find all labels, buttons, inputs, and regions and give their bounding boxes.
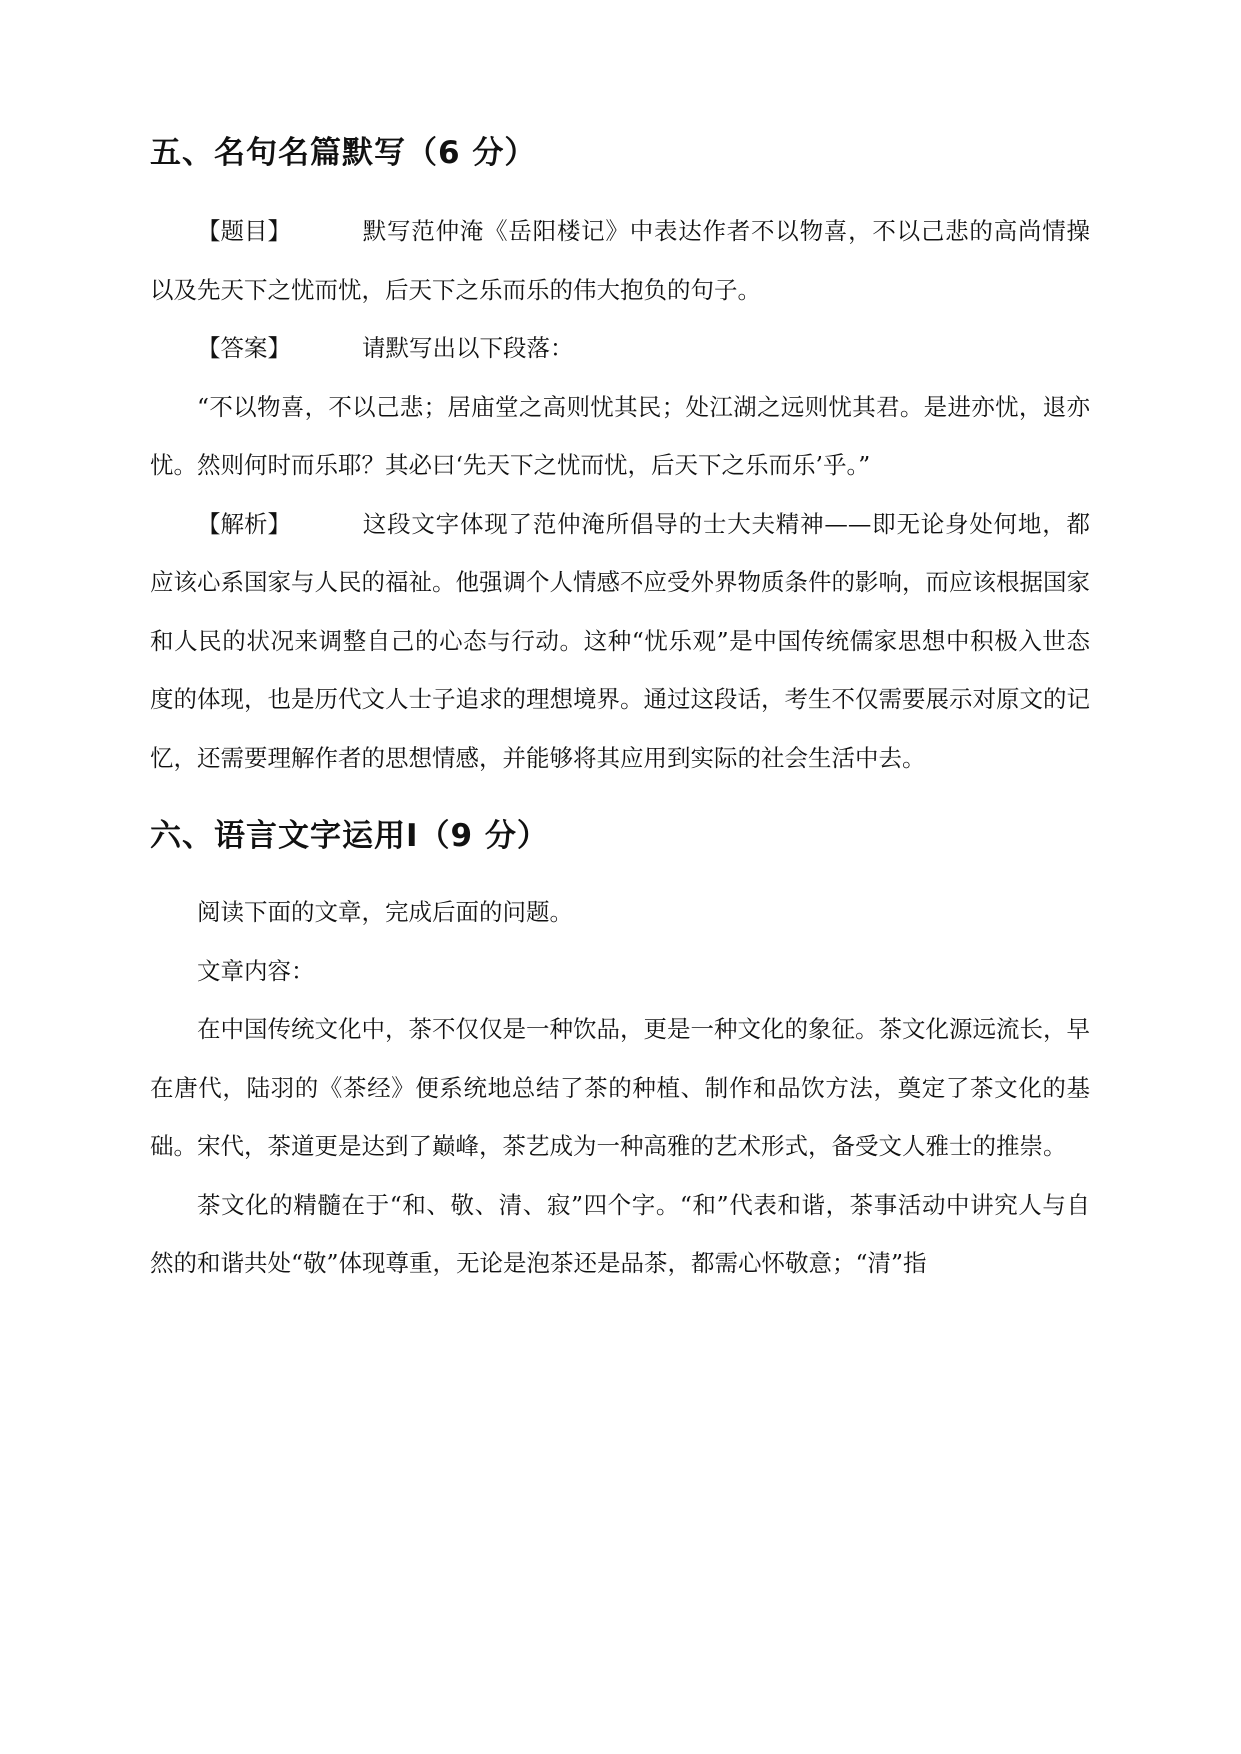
analysis-text: 这段文字体现了范仲淹所倡导的士大夫精神——即无论身处何地，都应该心系国家与人民的福祉。他强调个人情感不应受外界物质条件的影响，而应该根据国家和人民的状况来调整自己的心态与行动。这种“忧乐观”是中国传统儒家思想中积极入世态度的体现，也是历代文人士子追求的理想境界。通过这段话，考生不仅需要展示对原文的记忆，还需要理解作者的思想情感，并能够将其应用到实际的社会生活中去。 <box>150 509 1090 772</box>
question-text: 默写范仲淹《岳阳楼记》中表达作者不以物喜，不以己悲的高尚情操以及先天下之忧而忧，后天下之乐而乐的伟大抱负的句子。 <box>150 217 1090 304</box>
section-5-title: 五、名句名篇默写（6 分） <box>150 135 537 171</box>
document-page <box>150 130 1090 1293</box>
question-label: 【题目】 <box>197 217 291 245</box>
answer-quote: “不以物喜，不以己悲；居庙堂之高则忧其民；处江湖之远则忧其君。是进亦忧，退亦忧。然则何时而乐耶？其必曰‘先天下之忧而忧，后天下之乐而乐’乎。” <box>150 392 1090 479</box>
analysis-label: 【解析】 <box>197 509 291 538</box>
answer-label: 【答案】 <box>197 334 291 362</box>
analysis-paragraph <box>150 495 1090 788</box>
answer-text: 请默写出以下段落： <box>362 334 574 362</box>
article-paragraph-1: 在中国传统文化中，茶不仅仅是一种饮品，更是一种文化的象征。茶文化源远流长，早在唐代，陆羽的《茶经》便系统地总结了茶的种植、制作和品饮方法，奠定了茶文化的基础。宋代，茶道更是达到了巅峰，茶艺成为一种高雅的艺术形式，备受文人雅士的推崇。 <box>150 1015 1090 1160</box>
reading-instruction: 阅读下面的文章，完成后面的问题。 <box>197 898 573 926</box>
question-paragraph <box>150 202 1090 319</box>
article-paragraph-2: 茶文化的精髓在于“和、敬、清、寂”四个字。“和”代表和谐，茶事活动中讲究人与自然的和谐共处“敬”体现尊重，无论是泡茶还是品茶，都需心怀敬意；“清”指 <box>150 1190 1090 1277</box>
section-6-title: 六、语言文字运用Ⅰ（9 分） <box>150 818 549 854</box>
answer-paragraph <box>150 319 1090 378</box>
article-content-label: 文章内容： <box>197 956 315 985</box>
